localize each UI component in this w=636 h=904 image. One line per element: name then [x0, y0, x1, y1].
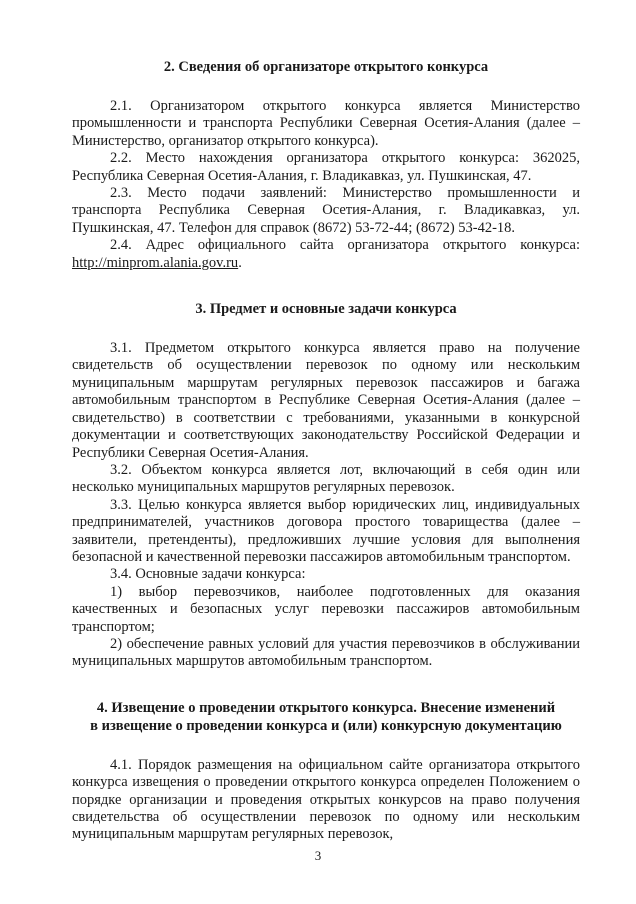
list-item-3-4-2: 2) обеспечение равных условий для участия перевозчиков в обслуживании муниципальных маршрутов автомобильным транспортом.: [72, 635, 580, 670]
section-4-heading: [72, 699, 580, 735]
paragraph-3-1: 3.1. Предметом открытого конкурса является право на получение свидетельств об осуществлении перевозок по одному или нескольким муниципальным маршрутам регулярных перевозок пассажиров и багажа автомобильным транспортом в Республике Северная Осетия-Алания (далее – свидетельство) в соответствии с требованиями, указанными в конкурсной документации и соответствующих законодательству Российской Федерации и Республики Северная Осетия-Алания.: [72, 340, 580, 461]
paragraph-2-4: [72, 237, 580, 272]
list-item-3-4-1: 1) выбор перевозчиков, наиболее подготовленных для оказания качественных и безопасных услуг перевозки пассажиров автомобильным транспортом;: [72, 583, 580, 635]
paragraph-2-3: 2.3. Место подачи заявлений: Министерство промышленности и транспорта Республика Северная Осетия-Алания, г. Владикавказ, ул. Пушкинская, 47. Телефон для справок (8672) 53-72-44; (8672) 53-42-18.: [72, 185, 580, 236]
document-page: [72, 58, 580, 844]
paragraph-3-4: 3.4. Основные задачи конкурса:: [110, 566, 306, 583]
section-3-heading: 3. Предмет и основные задачи конкурса: [195, 301, 457, 318]
page-number: 3: [314, 848, 322, 863]
section-4-heading-line-2: в извещение о проведении конкурса и (или) конкурсную документацию: [90, 717, 562, 734]
paragraph-2-2: 2.2. Место нахождения организатора открытого конкурса: 362025, Республика Северная Осетия-Алания, г. Владикавказ, ул. Пушкинская, 47.: [72, 150, 580, 184]
paragraph-2-4-end: .: [238, 254, 242, 271]
paragraph-3-3: 3.3. Целью конкурса является выбор юридических лиц, индивидуальных предпринимателей, участников договора простого товарищества (далее – заявители, претенденты), предложивших лучшие условия для выполнения безопасной и качественной перевозки пассажиров автомобильным транспортом.: [72, 496, 580, 565]
section-2-heading: 2. Сведения об организаторе открытого конкурса: [163, 59, 489, 75]
section-4-heading-line-1: 4. Извещение о проведении открытого конкурса. Внесение изменений: [96, 699, 556, 716]
official-site-link[interactable]: http://minprom.alania.gov.ru: [72, 254, 239, 271]
paragraph-4-1: 4.1. Порядок размещения на официальном сайте организатора открытого конкурса извещения о проведении открытого конкурса определен Положением о порядке организации и проведения открытых конкурсов на право получения свидетельства об осуществлении перевозок по одному или нескольким муниципальным маршрутам регулярных перевозок,: [72, 756, 580, 843]
paragraph-3-2: 3.2. Объектом конкурса является лот, включающий в себя один или несколько муниципальных маршрутов регулярных перевозок.: [72, 461, 580, 496]
paragraph-2-1: 2.1. Организатором открытого конкурса является Министерство промышленности и транспорта Республики Северная Осетия-Алания (далее – Министерство, организатор открытого конкурса).: [72, 98, 580, 149]
paragraph-2-4-text: 2.4. Адрес официального сайта организатора открытого конкурса:: [110, 237, 580, 254]
